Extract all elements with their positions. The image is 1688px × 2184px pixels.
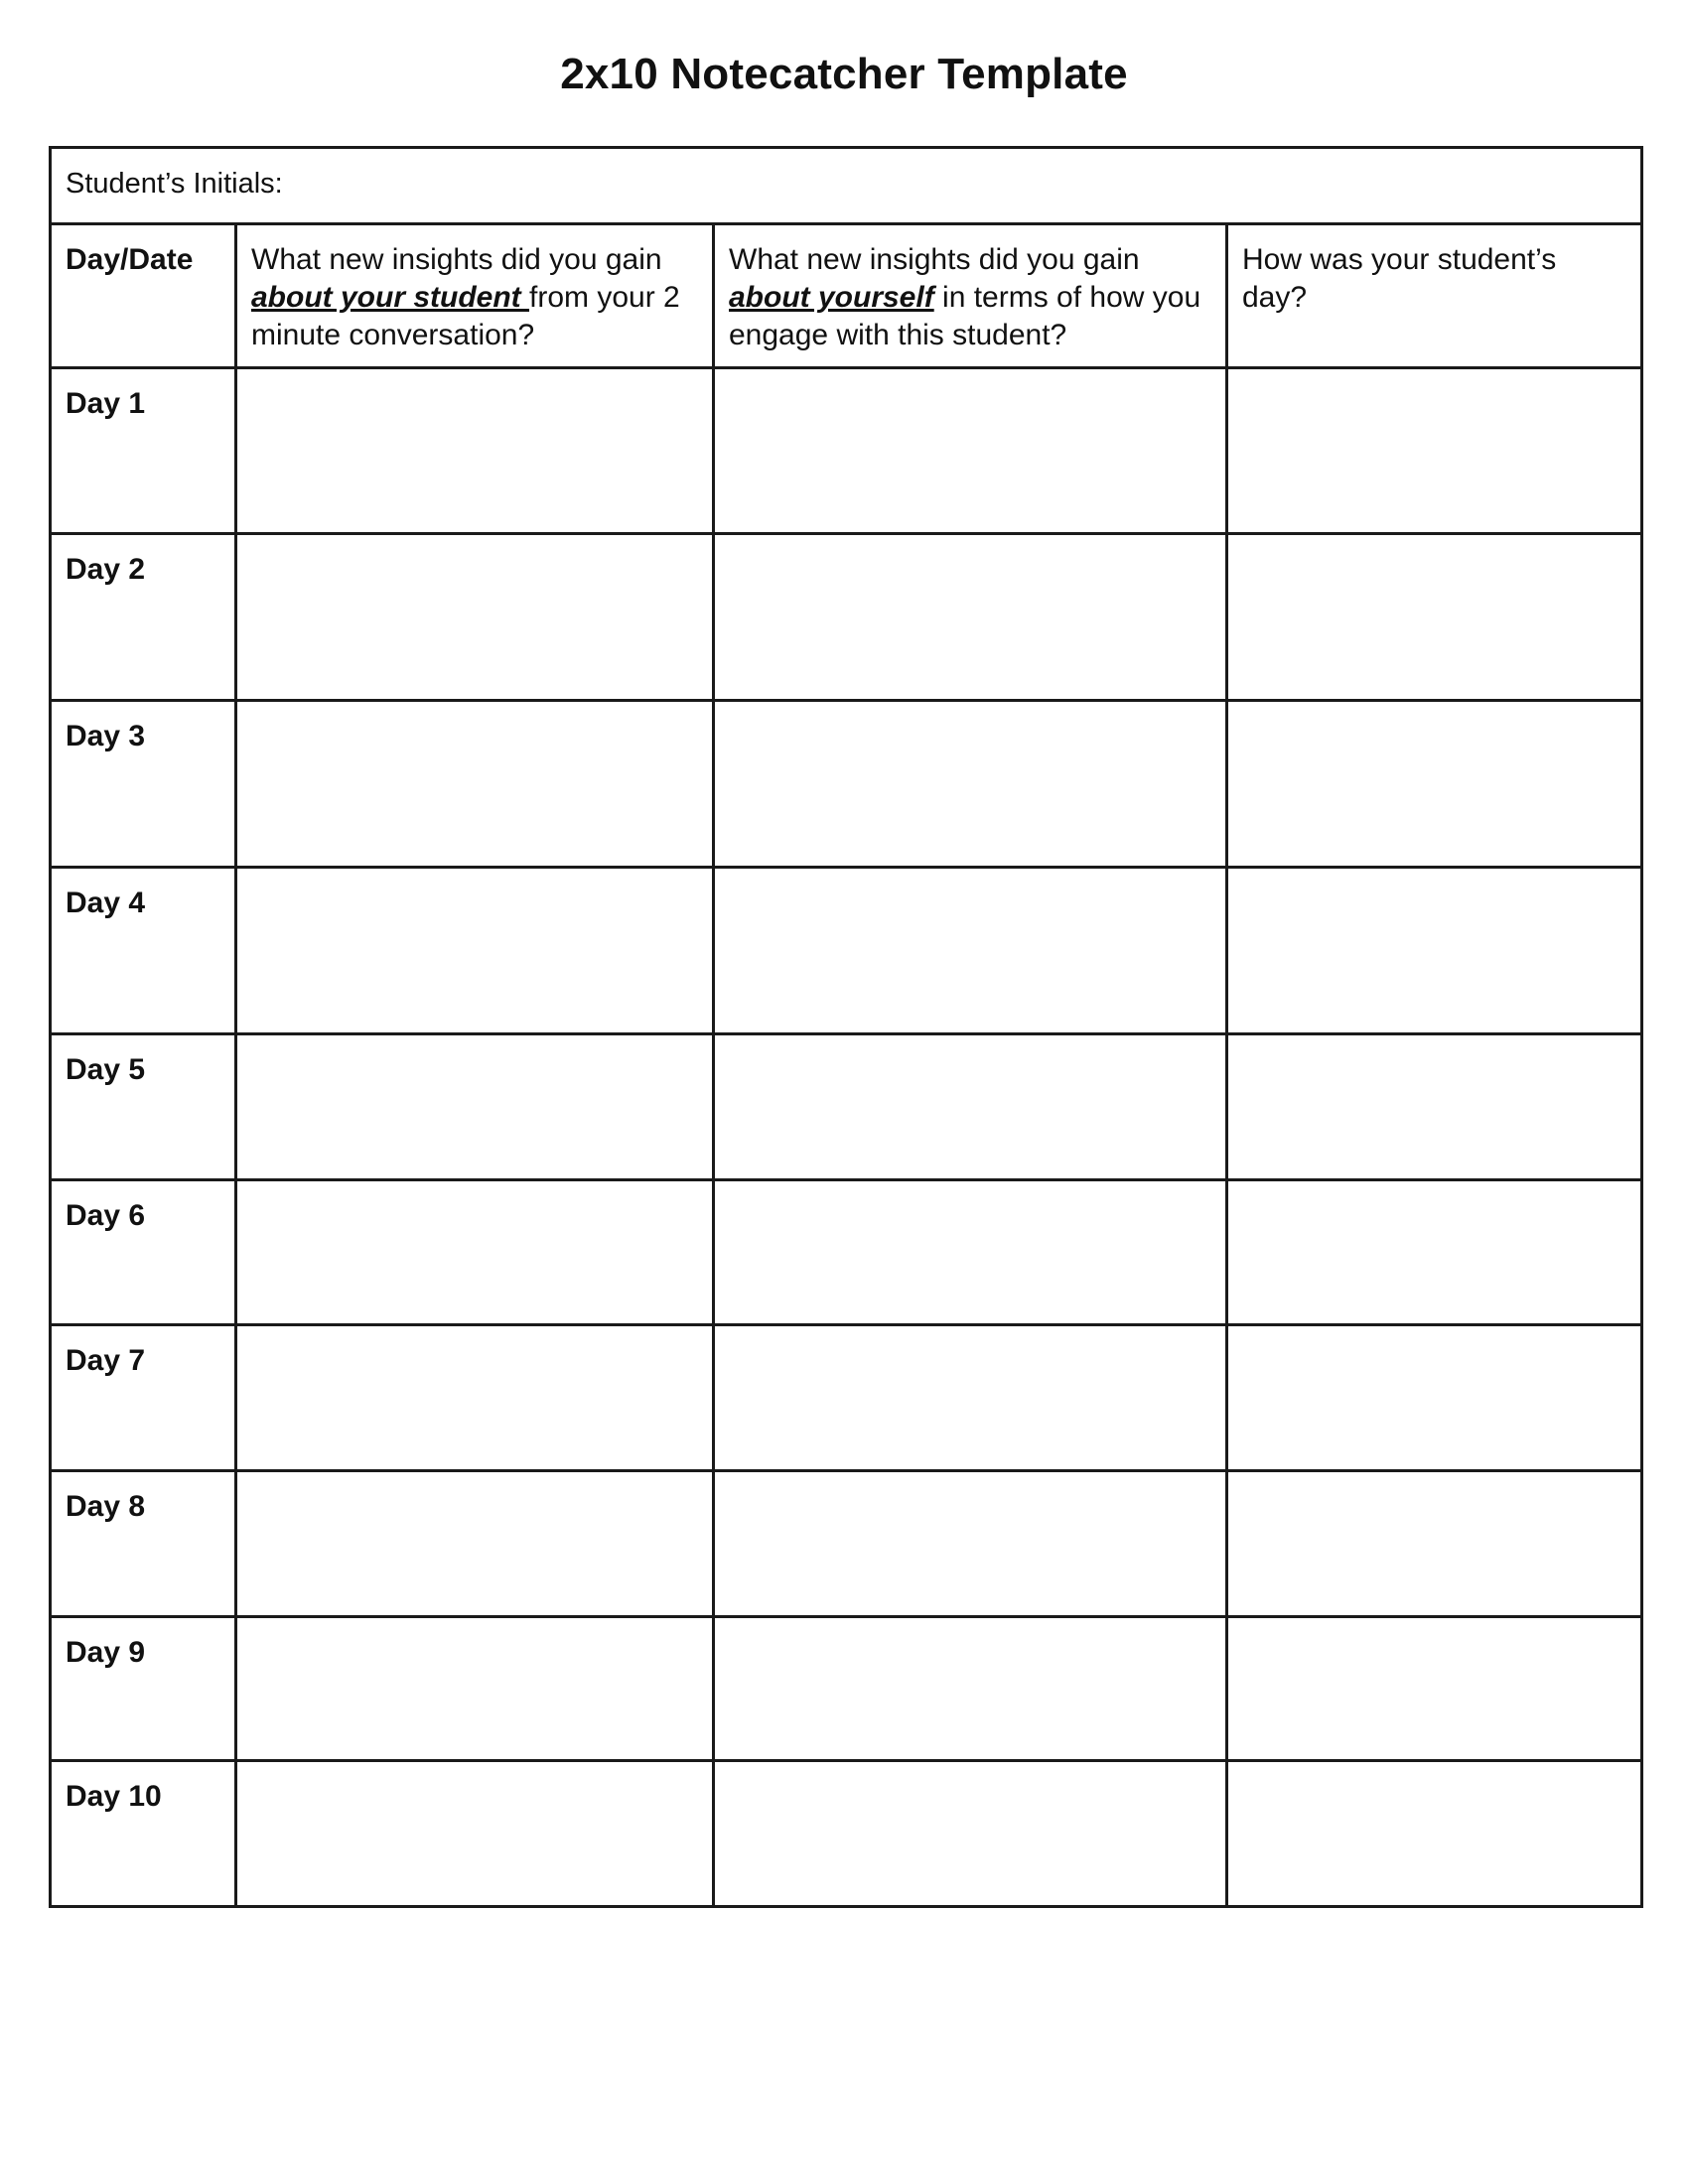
self-insights-cell[interactable]	[714, 368, 1227, 534]
self-insights-header	[714, 224, 1227, 368]
day-row	[51, 534, 1642, 701]
student-day-header: How was your student’s day?	[1227, 224, 1642, 368]
day-label: Day 3	[51, 701, 236, 868]
self-insights-header-text-end: in terms of how you engage with this student?	[729, 281, 1201, 351]
day-row	[51, 1761, 1642, 1907]
self-insights-cell[interactable]	[714, 534, 1227, 701]
self-insights-cell[interactable]	[714, 1180, 1227, 1325]
day-label: Day 4	[51, 868, 236, 1034]
student-insights-cell[interactable]	[236, 1761, 714, 1907]
student-insights-cell[interactable]	[236, 1034, 714, 1180]
day-row	[51, 368, 1642, 534]
self-insights-cell[interactable]	[714, 1325, 1227, 1471]
day-label: Day 6	[51, 1180, 236, 1325]
day-row	[51, 1617, 1642, 1761]
student-day-cell[interactable]	[1227, 534, 1642, 701]
page-title: 2x10 Notecatcher Template	[560, 50, 1128, 98]
day-rows	[51, 368, 1642, 1907]
notecatcher-table	[49, 146, 1643, 1908]
self-insights-cell[interactable]	[714, 1034, 1227, 1180]
day-label: Day 8	[51, 1471, 236, 1617]
initials-row	[51, 148, 1642, 224]
day-label: Day 7	[51, 1325, 236, 1471]
student-insights-cell[interactable]	[236, 534, 714, 701]
student-initials-label: Student’s Initials:	[66, 168, 283, 200]
student-insights-header-text: What new insights did you gain	[251, 243, 662, 276]
student-insights-header-text-end: from your 2 minute conversation?	[251, 281, 680, 351]
student-day-cell[interactable]	[1227, 1761, 1642, 1907]
student-initials-field[interactable]	[51, 148, 1642, 224]
day-label: Day 2	[51, 534, 236, 701]
student-insights-cell[interactable]	[236, 1325, 714, 1471]
student-insights-cell[interactable]	[236, 1180, 714, 1325]
day-row	[51, 701, 1642, 868]
student-day-cell[interactable]	[1227, 368, 1642, 534]
student-day-cell[interactable]	[1227, 1180, 1642, 1325]
student-insights-cell[interactable]	[236, 1471, 714, 1617]
day-row	[51, 868, 1642, 1034]
student-day-cell[interactable]	[1227, 1034, 1642, 1180]
self-insights-cell[interactable]	[714, 1617, 1227, 1761]
student-insights-cell[interactable]	[236, 701, 714, 868]
student-day-cell[interactable]	[1227, 868, 1642, 1034]
header-row	[51, 224, 1642, 368]
about-your-student-emphasis: about your student	[251, 281, 529, 314]
day-row	[51, 1471, 1642, 1617]
about-yourself-emphasis: about yourself	[729, 281, 934, 314]
self-insights-cell[interactable]	[714, 1761, 1227, 1907]
self-insights-header-text: What new insights did you gain	[729, 243, 1140, 276]
student-insights-cell[interactable]	[236, 1617, 714, 1761]
self-insights-cell[interactable]	[714, 1471, 1227, 1617]
self-insights-cell[interactable]	[714, 701, 1227, 868]
student-insights-header	[236, 224, 714, 368]
day-label: Day 5	[51, 1034, 236, 1180]
student-day-cell[interactable]	[1227, 1471, 1642, 1617]
student-day-cell[interactable]	[1227, 1325, 1642, 1471]
day-label: Day 10	[51, 1761, 236, 1907]
day-date-header: Day/Date	[51, 224, 236, 368]
day-label: Day 1	[51, 368, 236, 534]
day-row	[51, 1034, 1642, 1180]
student-day-cell[interactable]	[1227, 1617, 1642, 1761]
self-insights-cell[interactable]	[714, 868, 1227, 1034]
day-label: Day 9	[51, 1617, 236, 1761]
student-insights-cell[interactable]	[236, 368, 714, 534]
day-row	[51, 1180, 1642, 1325]
student-day-cell[interactable]	[1227, 701, 1642, 868]
student-insights-cell[interactable]	[236, 868, 714, 1034]
day-row	[51, 1325, 1642, 1471]
